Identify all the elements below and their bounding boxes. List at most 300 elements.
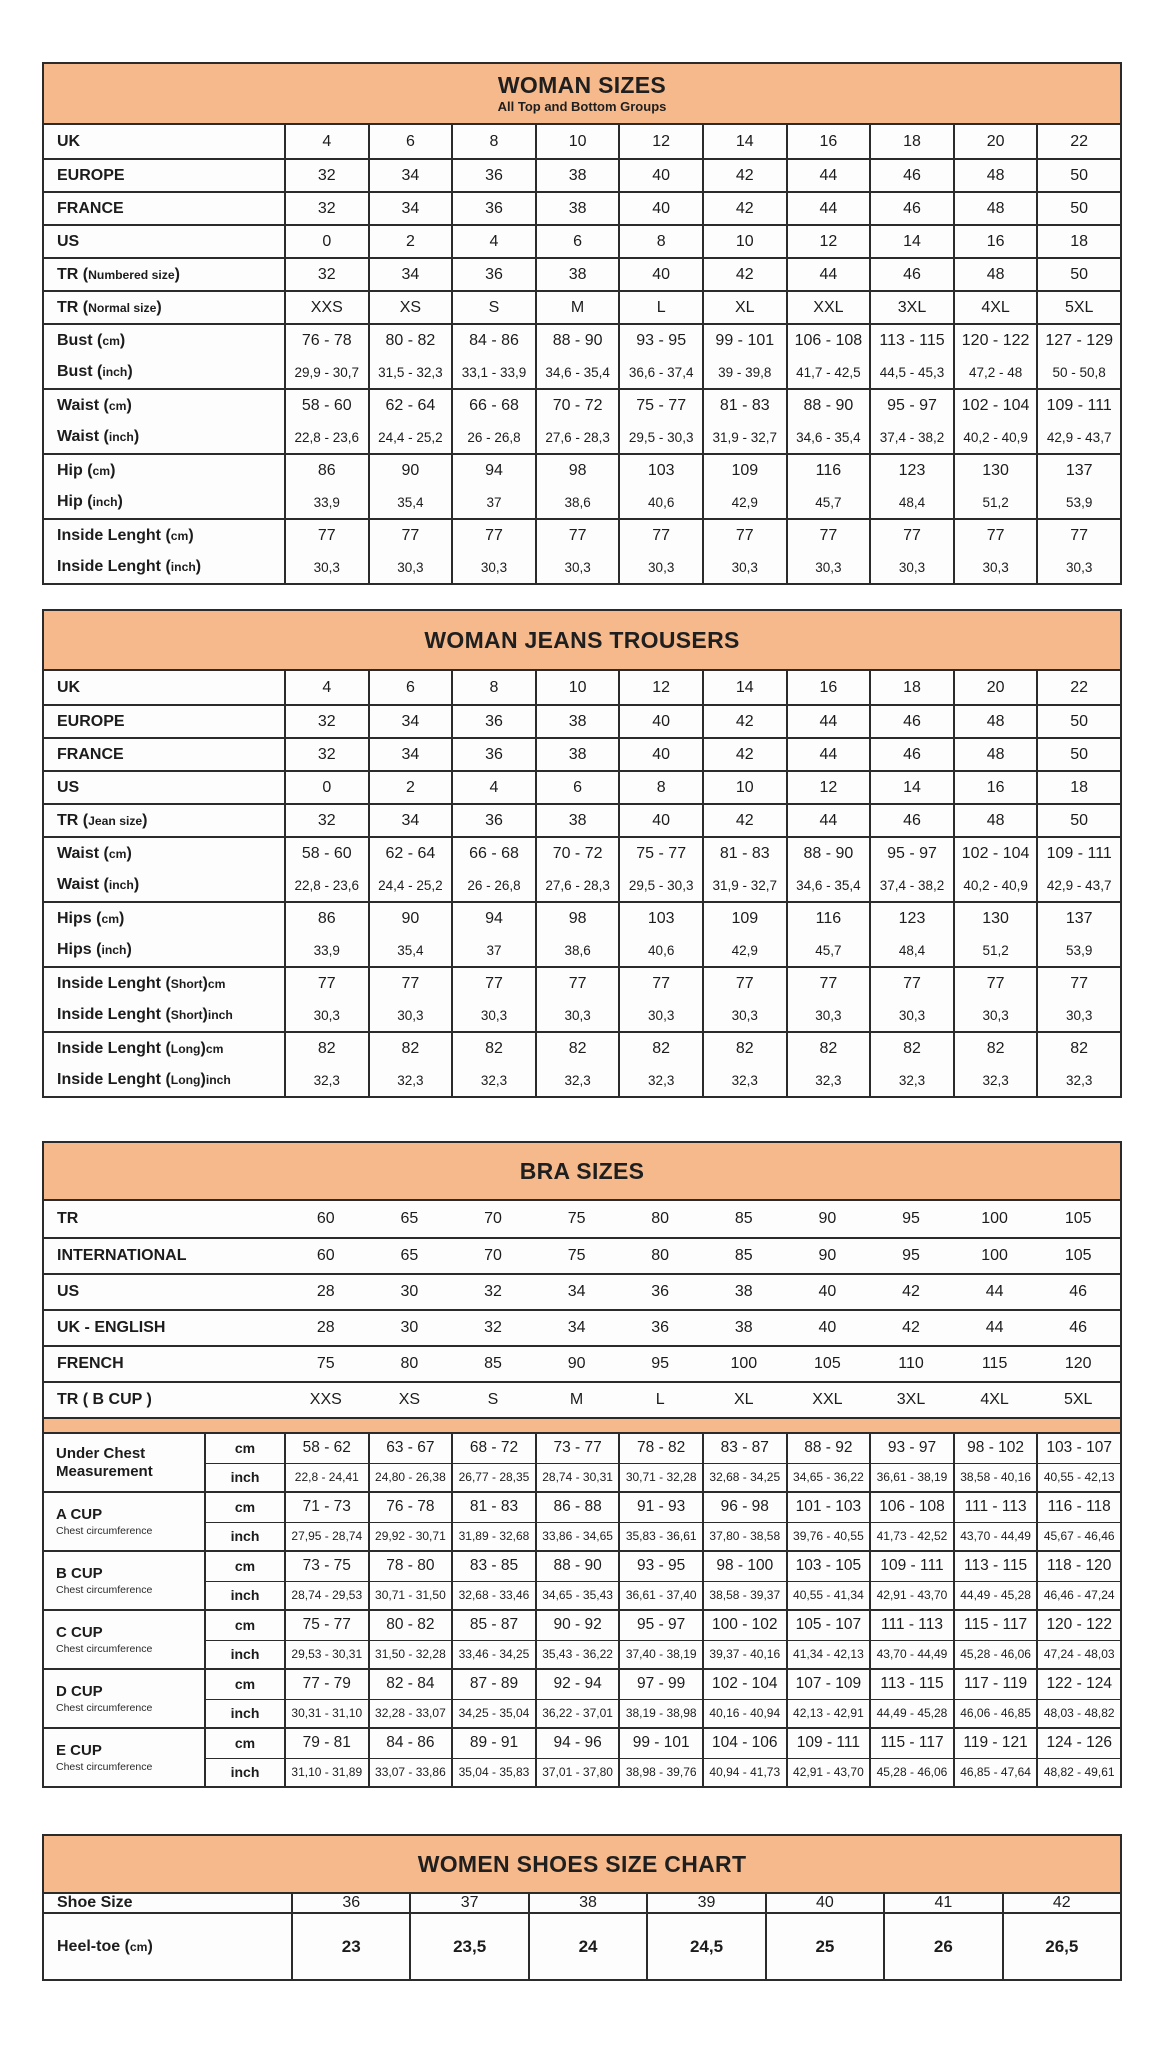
value-cell	[618, 1201, 702, 1237]
value-cell	[451, 1033, 535, 1096]
value: 77	[735, 526, 754, 544]
value-cell	[618, 455, 702, 518]
value-cell	[869, 739, 953, 770]
unit-cell	[204, 1552, 284, 1581]
value: 47,24 - 48,03	[1043, 1647, 1115, 1662]
value: 120 - 122	[961, 331, 1030, 349]
value: 37,01 - 37,80	[542, 1765, 613, 1780]
value-cell	[535, 671, 619, 704]
value: 34,6 - 35,4	[545, 364, 610, 380]
row-label: TR ( Numbered size )	[57, 265, 180, 283]
value: XL	[735, 298, 755, 316]
value: 137	[1065, 461, 1093, 479]
value: 32	[484, 1283, 502, 1300]
unit-cell	[204, 1522, 284, 1551]
row-group	[44, 224, 1120, 257]
value: 18	[903, 132, 921, 150]
value: 45,7	[815, 494, 842, 510]
value-cell	[535, 1383, 619, 1417]
value-cell	[535, 1463, 619, 1492]
row-label: FRANCE	[57, 745, 124, 763]
value-cell	[646, 1894, 764, 1912]
value-cell	[451, 259, 535, 290]
value: 97 - 99	[637, 1675, 686, 1693]
value-cell	[1036, 1311, 1120, 1345]
row-group	[44, 1273, 1120, 1309]
value-cell	[869, 1581, 953, 1610]
value: 104 - 106	[712, 1734, 778, 1752]
value: 3XL	[897, 298, 927, 316]
value: 37,80 - 38,58	[709, 1529, 781, 1544]
value: 70	[484, 1247, 502, 1264]
row-label: TR ( B CUP )	[57, 1391, 152, 1408]
value-cell	[368, 1758, 452, 1787]
value: 30,3	[731, 559, 758, 575]
value: 116 - 118	[1047, 1498, 1111, 1516]
separator-band	[44, 1417, 1120, 1432]
value: 33,9	[313, 942, 340, 958]
value-cell	[618, 1758, 702, 1787]
value: 34,65 - 35,43	[542, 1588, 613, 1603]
value: 85	[484, 1355, 502, 1372]
value-cell	[284, 193, 368, 224]
value-cell	[368, 292, 452, 323]
value: 123	[898, 461, 926, 479]
row-label: Inside Lenght ( Long ) inch	[57, 1071, 231, 1089]
value: 42	[735, 166, 754, 184]
row-label-cell	[44, 1729, 204, 1786]
value-cell	[1036, 1729, 1120, 1758]
value: 32,3	[815, 1072, 842, 1088]
value: 75	[567, 1210, 586, 1227]
value-cell	[786, 1033, 870, 1096]
row-group	[44, 901, 1120, 966]
row-label-cell	[44, 1239, 284, 1273]
value: 68 - 72	[469, 1439, 519, 1457]
value-cell	[786, 325, 870, 388]
value: 32,3	[397, 1072, 424, 1088]
value: XS	[398, 1391, 421, 1408]
value: 46	[903, 166, 921, 184]
value-cell	[702, 772, 786, 803]
value: 78 - 80	[386, 1557, 435, 1575]
value-cell	[786, 1522, 870, 1551]
row-label: FRENCH	[57, 1355, 124, 1372]
value: 32,68 - 33,46	[458, 1588, 530, 1603]
value-cell	[1036, 1581, 1120, 1610]
value: 29,5 - 30,3	[628, 429, 694, 445]
value-cell	[953, 1239, 1037, 1273]
value: 80	[400, 1355, 419, 1372]
value-cell	[953, 1581, 1037, 1610]
value-cell	[869, 1033, 953, 1096]
value: 44	[819, 745, 838, 763]
value: 50	[1070, 166, 1089, 184]
value-cell	[618, 125, 702, 158]
unit-cell	[204, 1463, 284, 1492]
row-label: Hip ( cm )	[57, 461, 116, 479]
value: 90	[401, 909, 420, 927]
unit-cell	[204, 1493, 284, 1522]
row-label-cell	[44, 1611, 204, 1668]
value: 42,9	[731, 494, 758, 510]
table-title: WOMAN SIZES	[497, 72, 667, 99]
value: 34	[401, 199, 420, 217]
value: 30,3	[313, 1007, 340, 1023]
value: 40,55 - 42,13	[1043, 1470, 1115, 1485]
row-label: Inside Lenght ( cm )	[57, 526, 194, 544]
value-cell	[535, 1434, 619, 1463]
value: 119 - 121	[963, 1734, 1028, 1752]
value-cell	[284, 1463, 368, 1492]
value: 107 - 109	[795, 1675, 862, 1693]
value-cell	[618, 1522, 702, 1551]
row-group	[44, 966, 1120, 1031]
value-cell	[953, 772, 1037, 803]
value: 45,7	[815, 942, 842, 958]
value: 22,8 - 24,41	[294, 1470, 359, 1485]
row-group	[44, 770, 1120, 803]
value-cell	[786, 455, 870, 518]
value-cell	[368, 1239, 452, 1273]
value: 44,49 - 45,28	[960, 1588, 1031, 1603]
value-cell	[451, 1581, 535, 1610]
row-group	[44, 704, 1120, 737]
value-cell	[284, 259, 368, 290]
value: 37	[460, 1894, 479, 1911]
value: 34,25 - 35,04	[458, 1706, 530, 1721]
value: 82	[903, 1039, 921, 1057]
value-cell	[953, 671, 1037, 704]
value-cell	[618, 1275, 702, 1309]
value-cell	[1036, 1670, 1120, 1699]
value-cell	[869, 805, 953, 836]
value: 88 - 90	[552, 331, 603, 349]
row-label-cell	[44, 1914, 291, 1979]
value: 14	[903, 778, 921, 796]
value-cell	[953, 325, 1037, 388]
row-label: US	[57, 1283, 80, 1300]
value-cell	[953, 1611, 1037, 1640]
value: 116	[815, 461, 842, 479]
value: 109 - 111	[880, 1557, 944, 1575]
value: 42,9	[731, 942, 758, 958]
value-cell	[1036, 1552, 1120, 1581]
value: 83 - 87	[720, 1439, 769, 1457]
row-group	[44, 125, 1120, 158]
value: 102 - 104	[961, 396, 1030, 414]
value: 76 - 78	[386, 1498, 435, 1516]
value: 117 - 119	[963, 1675, 1028, 1693]
value: XS	[399, 298, 422, 316]
value-cell	[409, 1914, 527, 1979]
row-label-cell	[44, 1493, 204, 1550]
value: 82	[986, 1039, 1005, 1057]
value-cell	[869, 193, 953, 224]
value: 34	[401, 745, 420, 763]
value-cell	[786, 1611, 870, 1640]
value: 30	[400, 1283, 419, 1300]
value-cell	[702, 1640, 786, 1669]
row-label-cell	[44, 1311, 284, 1345]
value-cell	[284, 1552, 368, 1581]
value-cell	[786, 1758, 870, 1787]
value-cell	[618, 838, 702, 901]
value-cell	[535, 1201, 619, 1237]
value-cell	[1036, 325, 1120, 388]
value: 28,74 - 29,53	[291, 1588, 363, 1603]
value: 5XL	[1064, 298, 1094, 316]
value: 22,8 - 23,6	[294, 877, 360, 893]
measurement-row-group	[44, 1668, 1120, 1727]
value-cell	[869, 160, 953, 191]
value: 6	[573, 778, 583, 796]
value: 43,70 - 44,49	[960, 1529, 1031, 1544]
value: 36	[485, 199, 503, 217]
value: 70 - 72	[552, 844, 603, 862]
value: 116	[815, 909, 842, 927]
value-cell	[953, 226, 1037, 257]
unit-label: cm	[234, 1558, 256, 1575]
value-cell	[409, 1894, 527, 1912]
value: 45,28 - 46,06	[960, 1647, 1031, 1662]
value: 86	[317, 461, 336, 479]
value: 30,3	[564, 559, 591, 575]
value-cell	[528, 1914, 646, 1979]
measurement-row-group	[44, 1727, 1120, 1786]
unit-cell	[204, 1581, 284, 1610]
row-label-cell	[44, 1894, 291, 1912]
value-cell	[284, 1033, 368, 1096]
value: 48	[986, 811, 1005, 829]
row-group	[44, 737, 1120, 770]
value: 100	[981, 1247, 1008, 1264]
value: 8	[489, 678, 499, 696]
value-cell	[702, 706, 786, 737]
value-cell	[953, 1347, 1037, 1381]
value: 48	[986, 712, 1005, 730]
value: 46	[903, 712, 921, 730]
row-label-cell	[44, 706, 284, 737]
value-cell	[618, 1493, 702, 1522]
value: 39,37 - 40,16	[709, 1647, 781, 1662]
value-cell	[765, 1894, 883, 1912]
value: 47,2 - 48	[968, 364, 1023, 380]
value-cell	[535, 1275, 619, 1309]
value-cell	[618, 1552, 702, 1581]
value-cell	[368, 805, 452, 836]
value-cell	[869, 671, 953, 704]
value: 46	[903, 811, 921, 829]
value-cell	[535, 259, 619, 290]
value-cell	[535, 1729, 619, 1758]
value-cell	[1036, 1699, 1120, 1728]
value-cell	[1036, 1275, 1120, 1309]
value: 82	[735, 1039, 754, 1057]
row-group	[44, 1381, 1120, 1417]
value: 86 - 88	[553, 1498, 602, 1516]
value: 31,50 - 32,28	[375, 1647, 446, 1662]
value-cell	[451, 1201, 535, 1237]
value: 90	[401, 461, 420, 479]
row-label: Inside Lenght ( Short ) cm	[57, 974, 226, 992]
value: 28,74 - 30,31	[542, 1470, 613, 1485]
value-cell	[869, 1434, 953, 1463]
value-cell	[368, 1522, 452, 1551]
value-cell	[953, 739, 1037, 770]
value-cell	[368, 520, 452, 583]
value: 40	[652, 745, 671, 763]
measurement-row-group	[44, 1550, 1120, 1609]
value-cell	[1036, 1383, 1120, 1417]
value: 66 - 68	[469, 844, 519, 862]
value: 42,9 - 43,7	[1046, 877, 1112, 893]
value-cell	[953, 292, 1037, 323]
value-cell	[953, 1758, 1037, 1787]
row-label-cell	[44, 1033, 284, 1096]
unit-label: inch	[230, 1764, 260, 1781]
value-cell	[451, 772, 535, 803]
value: 42,91 - 43,70	[793, 1765, 864, 1780]
value: 35,83 - 36,61	[625, 1529, 697, 1544]
value-cell	[702, 1758, 786, 1787]
value: 36,22 - 37,01	[542, 1706, 613, 1721]
value: 42	[735, 265, 754, 283]
value: 22	[1070, 678, 1089, 696]
value-cell	[883, 1914, 1001, 1979]
value: 88 - 92	[804, 1439, 853, 1457]
measurement-row-group	[44, 1432, 1120, 1491]
value-cell	[618, 805, 702, 836]
row-label: A CUP	[56, 1506, 103, 1524]
value: 32	[317, 199, 336, 217]
value-cell	[451, 520, 535, 583]
value: XXS	[310, 298, 343, 316]
value: 60	[316, 1210, 335, 1227]
value: 31,10 - 31,89	[291, 1765, 363, 1780]
value: 36,6 - 37,4	[628, 364, 694, 380]
value: 30,3	[397, 1007, 424, 1023]
value: 30,71 - 32,28	[625, 1470, 697, 1485]
value: 94	[485, 461, 503, 479]
value: 109 - 111	[1046, 396, 1112, 414]
value: 48	[986, 745, 1005, 763]
value: 10	[735, 232, 754, 250]
value-cell	[953, 706, 1037, 737]
value-cell	[368, 226, 452, 257]
value-cell	[535, 1522, 619, 1551]
value-cell	[1036, 1347, 1120, 1381]
value: 16	[819, 132, 838, 150]
row-label-cell	[44, 1670, 204, 1727]
value: 44	[819, 199, 838, 217]
value-cell	[535, 125, 619, 158]
value: 73 - 75	[302, 1557, 351, 1575]
value-cell	[368, 325, 452, 388]
value: 105	[814, 1355, 841, 1372]
value: 32,3	[898, 1072, 926, 1088]
row-group	[44, 1237, 1120, 1273]
value-cell	[869, 259, 953, 290]
value: 78 - 82	[637, 1439, 686, 1457]
value-cell	[618, 325, 702, 388]
value-cell	[953, 805, 1037, 836]
value-cell	[786, 968, 870, 1031]
value-cell	[702, 1033, 786, 1096]
value: 93 - 95	[636, 331, 687, 349]
row-label: TR ( Jean size )	[57, 811, 148, 829]
value-cell	[451, 706, 535, 737]
value: 111 - 113	[964, 1498, 1027, 1516]
value-cell	[869, 1729, 953, 1758]
value-cell	[535, 1033, 619, 1096]
value: 98	[568, 461, 587, 479]
value: 40	[652, 712, 671, 730]
value-cell	[869, 1311, 953, 1345]
value: 48,03 - 48,82	[1043, 1706, 1115, 1721]
value: 71 - 73	[302, 1498, 351, 1516]
value: 43,70 - 44,49	[876, 1647, 948, 1662]
value-cell	[953, 1463, 1037, 1492]
value: 40,6	[648, 494, 675, 510]
row-label: EUROPE	[57, 712, 125, 730]
value: 37,40 - 38,19	[625, 1647, 697, 1662]
value: 5XL	[1063, 1391, 1093, 1408]
row-label: UK - ENGLISH	[57, 1319, 166, 1336]
value-cell	[535, 325, 619, 388]
value-cell	[702, 1493, 786, 1522]
value: 20	[986, 678, 1005, 696]
value-cell	[451, 903, 535, 966]
value-cell	[786, 671, 870, 704]
value: 40	[652, 199, 671, 217]
value: 50	[1070, 811, 1089, 829]
value-cell	[702, 1275, 786, 1309]
value-cell	[451, 1611, 535, 1640]
value: 62 - 64	[385, 844, 436, 862]
value: 95 - 97	[637, 1616, 686, 1634]
value: 48,4	[898, 494, 926, 510]
row-label: TR	[57, 1210, 79, 1227]
value-cell	[786, 772, 870, 803]
value: 38	[568, 166, 587, 184]
value-cell	[702, 1383, 786, 1417]
value: 35,04 - 35,83	[458, 1765, 530, 1780]
value: 50	[1070, 199, 1089, 217]
value-cell	[284, 125, 368, 158]
value-cell	[451, 739, 535, 770]
value: 30,3	[731, 1007, 758, 1023]
value-cell	[702, 1463, 786, 1492]
value-cell	[535, 903, 619, 966]
value-cell	[451, 838, 535, 901]
value-cell	[284, 1239, 368, 1273]
woman-sizes-table	[42, 62, 1122, 585]
value: 34	[401, 811, 420, 829]
value-cell	[702, 1201, 786, 1237]
value: 42,9 - 43,7	[1046, 429, 1112, 445]
value: 36	[651, 1319, 670, 1336]
value-cell	[702, 968, 786, 1031]
value: 58 - 60	[301, 844, 352, 862]
value-cell	[284, 520, 368, 583]
value-cell	[451, 671, 535, 704]
row-sublabel: Chest circumference	[56, 1760, 153, 1773]
value: 85	[734, 1210, 753, 1227]
value: 27,6 - 28,3	[545, 877, 610, 893]
value-cell	[786, 125, 870, 158]
value: 90	[818, 1210, 837, 1227]
